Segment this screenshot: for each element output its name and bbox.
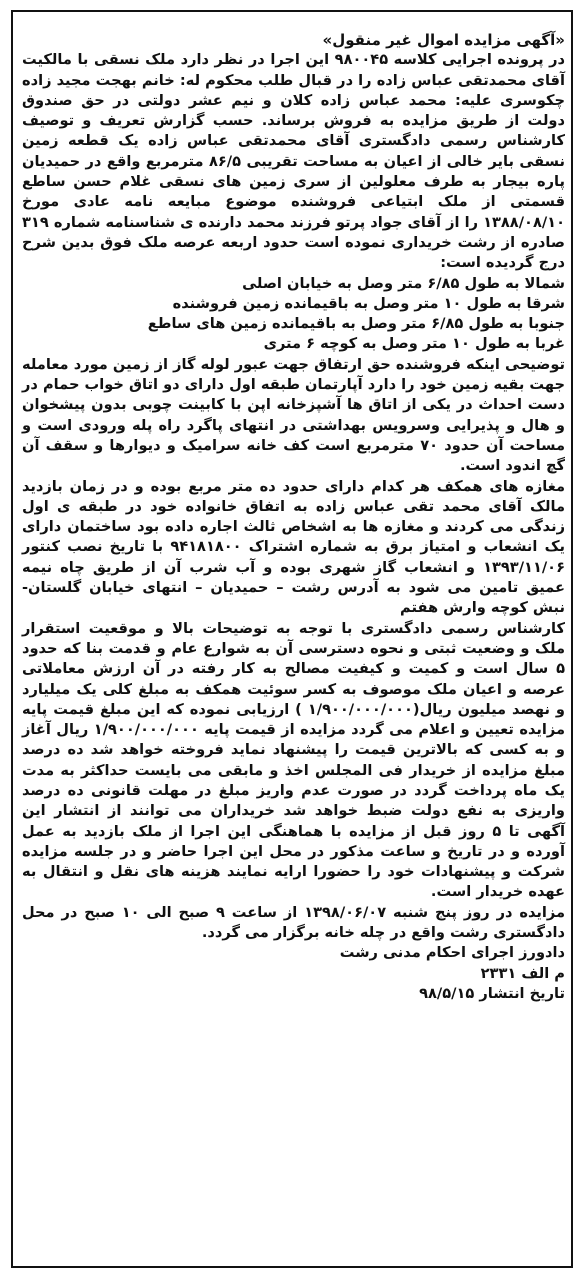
- signature-line: دادورز اجرای احکام مدنی رشت: [339, 944, 565, 962]
- boundary-north: شمالا به طول ۶/۸۵ متر وصل به خیابان اصلی: [242, 274, 565, 292]
- notice-code: م الف ۲۳۳۱: [480, 964, 565, 982]
- notice-body: [22, 30, 565, 1004]
- publish-date: تاریخ انتشار ۹۸/۵/۱۵: [419, 984, 565, 1002]
- boundary-east: شرقا به طول ۱۰ متر وصل به باقیمانده زمین فروشنده: [172, 294, 565, 312]
- notice-intro: در پرونده اجرایی کلاسه ۹۸۰۰۴۵ این اجرا در نظر دارد ملک نسقی با مالکیت آقای محمدتقی عباس زاده را در قبال طلب محکوم له: خانم بهجت مجید زاده چکوسری علیه: محمد عباس زاده کلان و نیم عشر دولتی در حق صندوق دولت از طریق مزایده به فروش برساند. حسب گزارش تعریف و توصیف کارشناس رسمی دادگستری آقای محمدتقی عباس زاده یک قطعه زمین نسقی بایر خالی از اعیان به مساحت تقریبی ۸۶/۵ مترمربع واقع در حمیدیان پاره بیجار به طرف معلولین از سری زمین های نسقی غلام حسن ساطع قسمتی از ملک ابتیاعی فروشنده موضوع مبایعه نامه عادی مورخ ۱۳۸۸/۰۸/۱۰ را از آقای جواد پرتو فرزند محمد دارنده ی شناسنامه شماره ۳۱۹ صادره از رشت خریداری نموده است حدود اربعه عرصه ملک فوق بدین شرح درج گردیده است:: [22, 51, 565, 272]
- valuation-paragraph: کارشناس رسمی دادگستری با توجه به توضیحات بالا و موقعیت استقرار ملک و وضعیت ثبتی و نحوه دسترسی آن به شوارع عام و قدمت بنا که حدود ۵ سال است و کمیت و کیفیت مصالح به کار رفته در آن ارزش معاملاتی عرصه و اعیان ملک موصوف به کسر سوئیت همکف به مبلغ کلی یک میلیارد و نهصد میلیون ریال(۱/۹۰۰/۰۰۰/۰۰۰ ) ارزیابی نموده که این مبلغ قیمت پایه مزایده تعیین و اعلام می گردد مزایده از قیمت پایه ۱/۹۰۰/۰۰۰/۰۰۰ ریال آغاز و به کسی که بالاترین قیمت را پیشنهاد نماید فروخته خواهد شد ده درصد مبلغ مزایده از خریدار فی المجلس اخذ و مابقی می بایست حداکثر به مدت یک ماه پرداخت گردد در صورت عدم واریز مبلغ در مهلت قانونی ده درصد واریزی به نفع دولت ضبط خواهد شد خریداران می توانند از انتشار این آگهی تا ۵ روز قبل از مزایده با هماهنگی این اجرا از ملک بازدید به عمل آورده و در تاریخ و ساعت مذکور در محل این اجرا حاضر و در جلسه مزایده شرکت و پیشنهادات خود را حضورا ارایه نمایند هزینه های نقل و انتقال به عهده خریدار است.: [22, 619, 566, 901]
- boundary-south: جنوبا به طول ۶/۸۵ متر وصل به باقیمانده زمین های ساطع: [147, 315, 565, 333]
- auction-schedule: مزایده در روز پنج شنبه ۱۳۹۸/۰۶/۰۷ از ساعت ۹ صبح الی ۱۰ صبح در محل دادگستری رشت واقع در چله خانه برگزار می گردد.: [22, 903, 565, 942]
- notice-title: «آگهی مزایده اموال غیر منقول»: [322, 31, 565, 49]
- shops-paragraph: مغازه های همکف هر کدام دارای حدود ده متر مربع بوده و در زمان بازدید مالک آقای محمد تقی عباس زاده به اتفاق خانواده خود در طبقه ی اول زندگی می کردند و مغازه ها به اشخاص ثالث اجاره داده بود ساختمان دارای یک انشعاب و امتیاز برق به شماره اشتراک ۹۴۱۸۱۸۰۰ با تاریخ نصب کنتور ۱۳۹۳/۱۱/۰۶ و انشعاب گاز شهری بوده و آب شرب آن از طریق چاه نیمه عمیق تامین می شود به آدرس رشت – حمیدیان – انتهای خیابان گلستان- نبش کوچه وارش هفتم: [22, 477, 566, 617]
- boundary-west: غربا به طول ۱۰ متر وصل به کوچه ۶ متری: [263, 335, 565, 353]
- property-description: توضیحی اینکه فروشنده حق ارتفاق جهت عبور لوله گاز از زمین مورد معامله جهت بقیه زمین خود را دارد آپارتمان طبقه اول دارای دو اتاق خواب حمام در دست احداث در یکی از اتاق ها آشپزخانه اپن با کابینت چوبی بدون پیشخوان و هال و پذیرایی وسرویس بهداشتی در انتهای پاگرد راه پله ورودی است و مساحت آن حدود ۷۰ مترمربع است کف خانه سرامیک و دیوارها و سقف آن گچ اندود است.: [22, 355, 566, 475]
